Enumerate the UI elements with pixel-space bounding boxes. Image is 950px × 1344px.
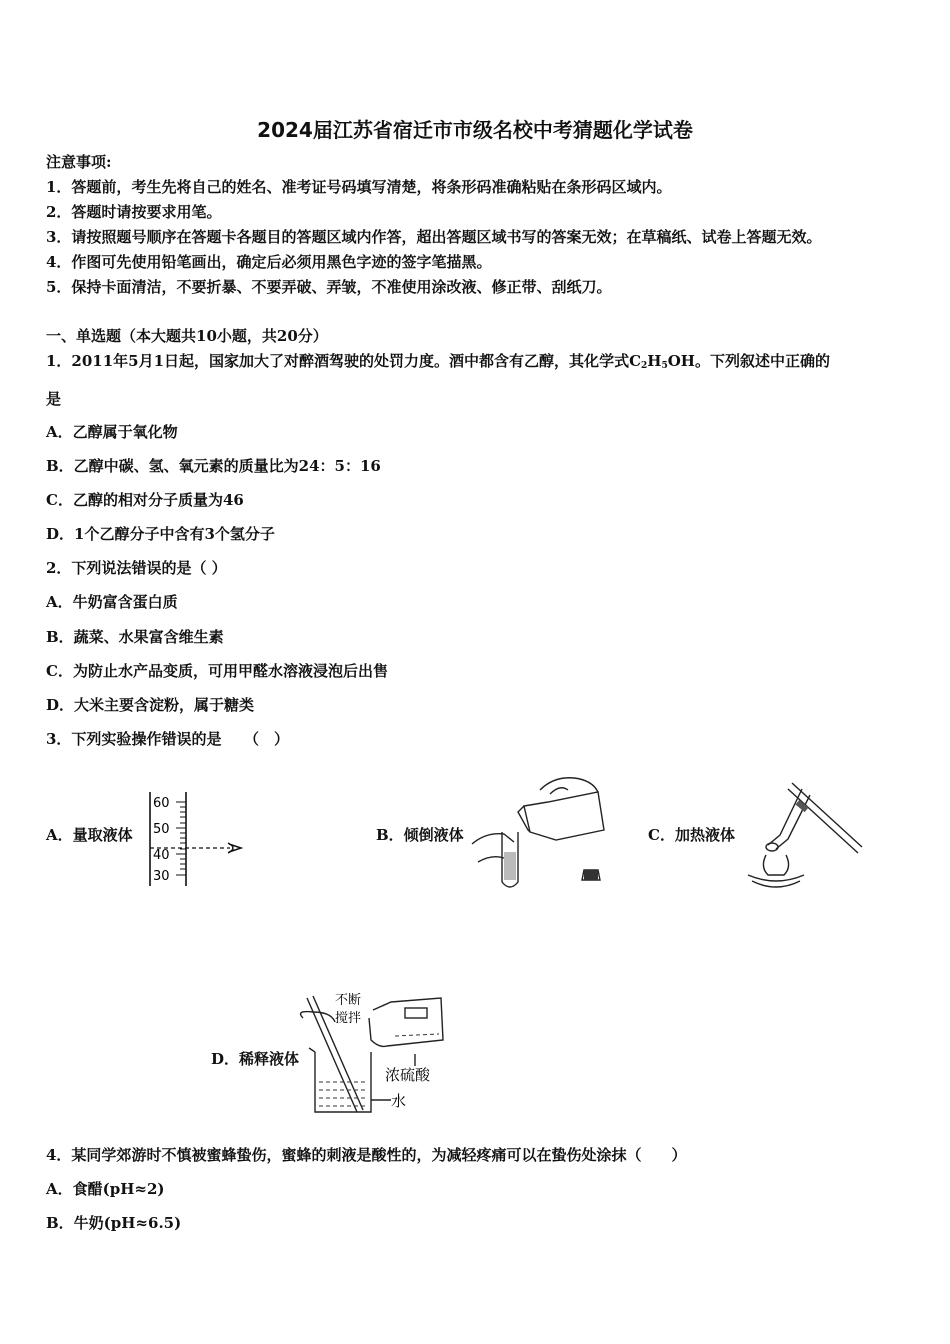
notice-item: 4．作图可先使用铅笔画出，确定后必须用黑色字迹的签字笔描黑。 xyxy=(46,253,492,271)
graduated-cylinder-figure xyxy=(140,786,250,892)
section-heading: 一、单选题（本大题共10小题，共20分） xyxy=(46,327,328,345)
q2-option-d: D．大米主要含淀粉，属于糖类 xyxy=(46,696,255,714)
q3-option-b-label: B．倾倒液体 xyxy=(376,826,464,844)
stir-label-bottom: 搅拌 xyxy=(335,1011,362,1026)
q4-option-a: A．食醋(pH≈2) xyxy=(46,1180,165,1198)
q2-stem: 2．下列说法错误的是（ ） xyxy=(46,559,227,577)
water-label: 水 xyxy=(391,1092,407,1110)
q1-option-d: D．1个乙醇分子中含有3个氢分子 xyxy=(46,525,275,543)
notice-item: 1．答题前，考生先将自己的姓名、准考证号码填写清楚，将条形码准确粘贴在条形码区域内。 xyxy=(46,178,672,196)
q2-option-a: A．牛奶富含蛋白质 xyxy=(46,593,178,611)
q4-option-b: B．牛奶(pH≈6.5) xyxy=(46,1214,182,1232)
q1-option-c: C．乙醇的相对分子质量为46 xyxy=(46,491,244,509)
q1-stem xyxy=(46,351,830,376)
acid-label: 浓硫酸 xyxy=(385,1066,431,1084)
q1-stem-line2: 是 xyxy=(46,390,62,408)
cylinder-tick-40: 40 xyxy=(153,848,170,863)
q1-subscript-2: 2 xyxy=(641,361,648,371)
q3-stem: 3．下列实验操作错误的是 （ ） xyxy=(46,730,289,748)
q1-stem-after: OH。下列叙述中正确的 xyxy=(667,352,830,370)
q1-option-a: A．乙醇属于氧化物 xyxy=(46,423,178,441)
heating-liquid-figure xyxy=(740,775,865,893)
notice-item: 2．答题时请按要求用笔。 xyxy=(46,203,222,221)
q1-subscript-5: 5 xyxy=(661,361,668,371)
q3-option-a-label: A．量取液体 xyxy=(46,826,133,844)
cylinder-tick-50: 50 xyxy=(153,822,170,837)
q1-stem-before: 1．2011年5月1日起，国家加大了对醉酒驾驶的处罚力度。酒中都含有乙醇，其化学式C xyxy=(46,352,642,370)
notice-item: 3．请按照题号顺序在答题卡各题目的答题区域内作答，超出答题区域书写的答案无效；在草稿纸、试卷上答题无效。 xyxy=(46,228,822,246)
q4-stem: 4．某同学郊游时不慎被蜜蜂蛰伤，蜜蜂的刺液是酸性的，为减轻疼痛可以在蛰伤处涂抹（ ） xyxy=(46,1146,687,1164)
q1-option-b: B．乙醇中碳、氢、氧元素的质量比为24：5：16 xyxy=(46,457,381,475)
q3-option-c-label: C．加热液体 xyxy=(648,826,735,844)
notice-item: 5．保持卡面清洁，不要折暴、不要弄破、弄皱，不准使用涂改液、修正带、刮纸刀。 xyxy=(46,278,612,296)
q1-formula-h: H xyxy=(647,352,662,370)
q2-option-c: C．为防止水产品变质，可用甲醛水溶液浸泡后出售 xyxy=(46,662,388,680)
pouring-liquid-figure xyxy=(470,770,615,895)
notice-heading: 注意事项: xyxy=(46,153,112,171)
stir-label-top: 不断 xyxy=(335,993,362,1008)
q3-option-d-label: D．稀释液体 xyxy=(211,1050,300,1068)
cylinder-tick-30: 30 xyxy=(153,869,170,884)
page-title: 2024届江苏省宿迁市市级名校中考猜题化学试卷 xyxy=(257,118,693,142)
diluting-liquid-figure xyxy=(295,988,455,1118)
q2-option-b: B．蔬菜、水果富含维生素 xyxy=(46,628,224,646)
cylinder-tick-60: 60 xyxy=(153,796,170,811)
